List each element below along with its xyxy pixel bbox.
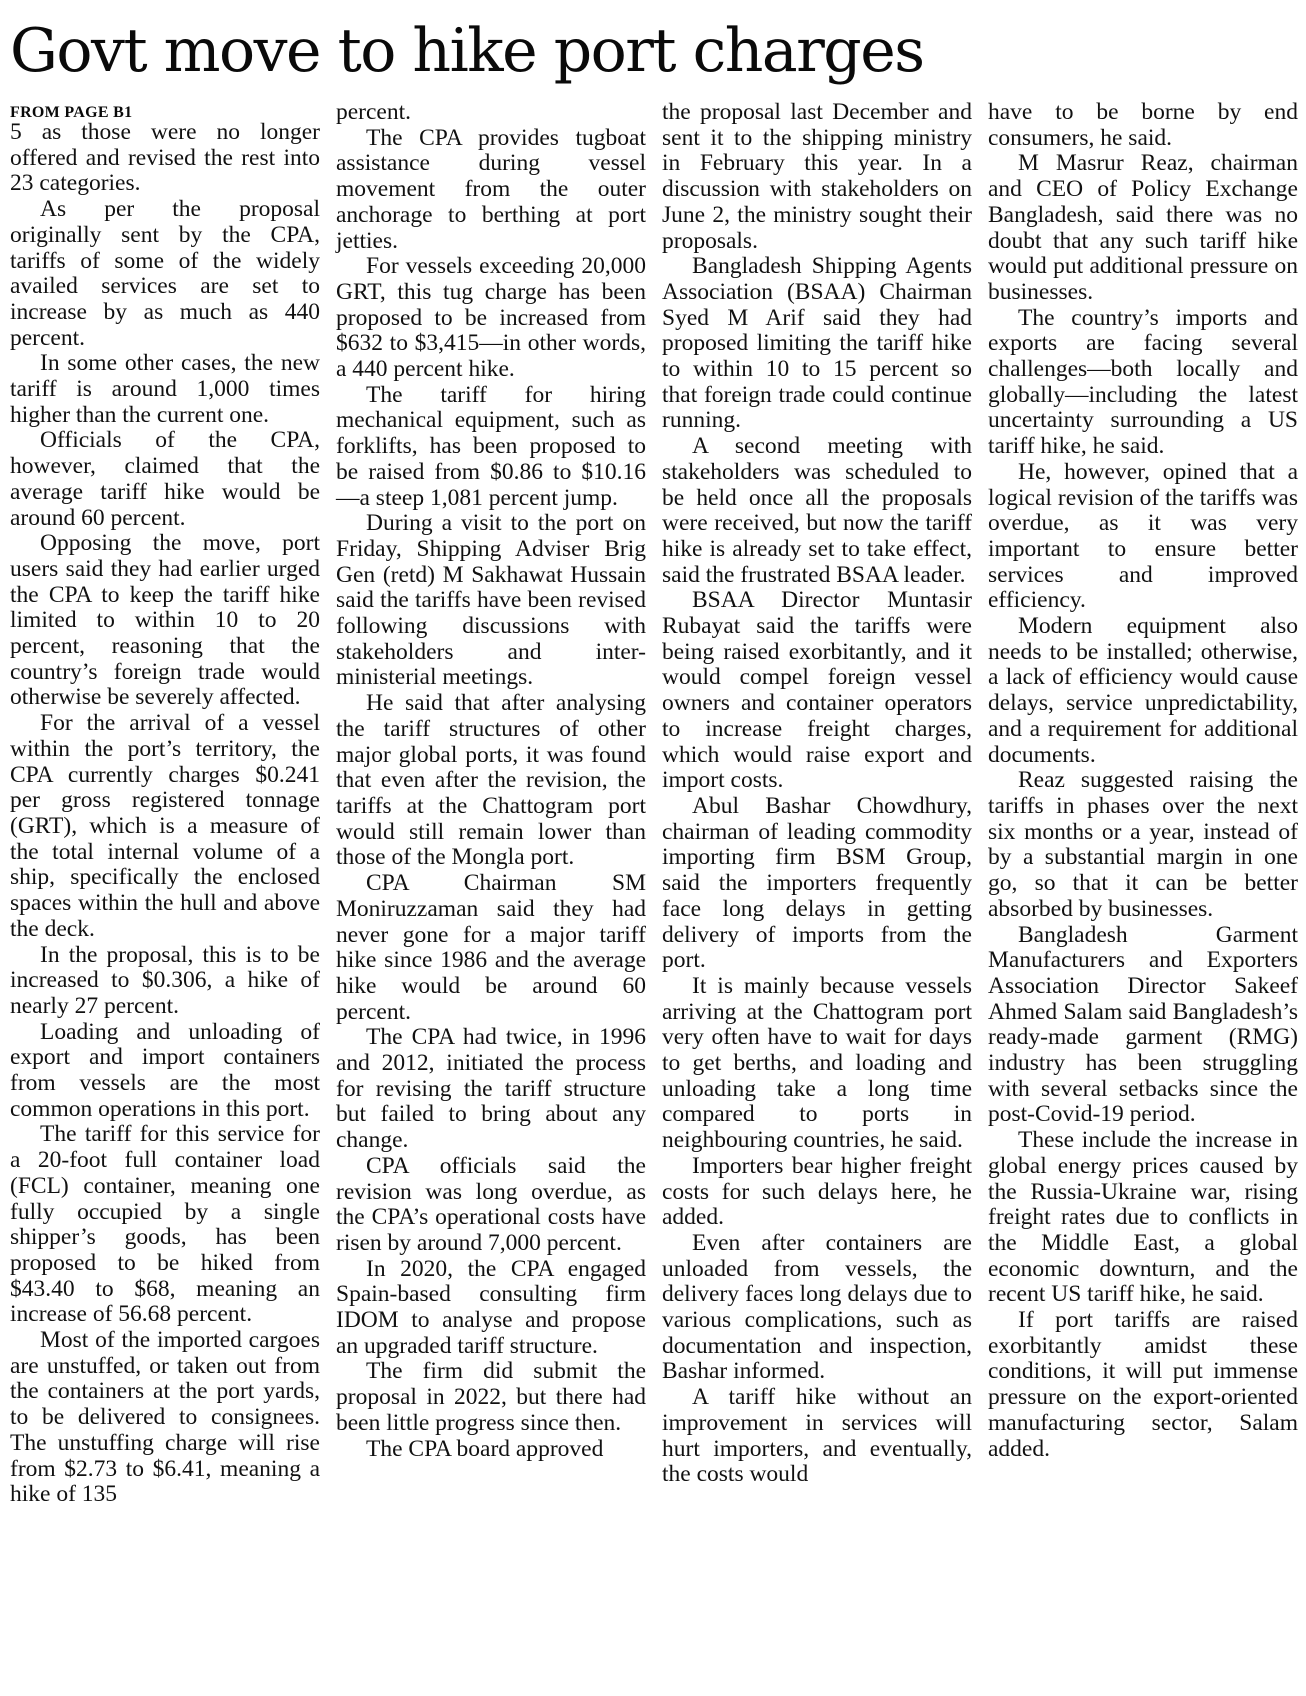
article-column-3 (662, 100, 972, 1488)
paragraph: Abul Bashar Chowdhury, chairman of leading commodity importing firm BSM Group, said the importers frequently face long delays in getting delivery of imports from the port. (662, 792, 972, 974)
paragraph: A tariff hike without an improvement in services will hurt importers, and eventually, the costs would (662, 1384, 972, 1488)
paragraph: These include the increase in global energy prices caused by the Russia-Ukraine war, rising freight rates due to conflicts in the Middle East, a global economic downturn, and the recent US tariff hike, he said. (988, 1127, 1298, 1308)
paragraph: Officials of the CPA, however, claimed that the average tariff hike would be around 60 percent. (10, 427, 320, 531)
paragraph: Opposing the move, port users said they had earlier urged the CPA to keep the tariff hike limited to within 10 to 20 percent, reasoning that the country’s foreign trade would otherwise be severely affected. (10, 530, 320, 711)
headline: Govt move to hike port charges (10, 16, 924, 86)
paragraph: Bangladesh Shipping Agents Association (BSAA) Chairman Syed M Arif said they had proposed limiting the tariff hike to within 10 to 15 percent so that foreign trade could continue running. (662, 253, 972, 434)
paragraph: He, however, opined that a logical revision of the tariffs was overdue, as it was very important to ensure better services and improved efficiency. (988, 458, 1298, 614)
paragraph: Reaz suggested raising the tariffs in phases over the next six months or a year, instead of by a substantial margin in one go, so that it can be better absorbed by businesses. (988, 767, 1298, 922)
paragraph: The CPA board approved (366, 1435, 604, 1462)
paragraph: The CPA had twice, in 1996 and 2012, initiated the process for revising the tariff structure but failed to bring about any change. (336, 1024, 646, 1154)
paragraph: BSAA Director Muntasir Rubayat said the tariffs were being raised exorbitantly, and it would compel foreign vessel owners and container operators to increase freight charges, which would raise export and import costs. (662, 587, 972, 794)
paragraph: He said that after analysing the tariff structures of other major global ports, it was found that even after the revision, the tariffs at the Chattogram port would still remain lower than those of the Mongla port. (336, 690, 646, 871)
paragraph: If port tariffs are raised exorbitantly amidst these conditions, it will put immense pressure on the export-oriented manufacturing sector, Salam added. (988, 1307, 1298, 1462)
paragraph: As per the proposal originally sent by the CPA, tariffs of some of the widely availed services are set to increase by as much as 440 percent. (10, 196, 320, 351)
paragraph: For vessels exceeding 20,000 GRT, this tug charge has been proposed to be increased from $632 to $3,415—in other words, a 440 percent hike. (336, 253, 646, 383)
paragraph: The firm did submit the proposal in 2022, but there had been little progress since then. (336, 1358, 646, 1436)
paragraph: Most of the imported cargoes are unstuffed, or taken out from the containers at the port yards, to be delivered to consignees. The unstuffing charge will rise from $2.73 to $6.41, meaning a hike of 135 (10, 1327, 320, 1508)
paragraph: Modern equipment also needs to be installed; otherwise, a lack of efficiency would cause delays, service unpredictability, and a requirement for additional documents. (988, 613, 1298, 768)
paragraph: percent. (336, 99, 412, 125)
article-column-2 (336, 100, 646, 1462)
paragraph: In some other cases, the new tariff is around 1,000 times higher than the current one. (10, 350, 320, 428)
paragraph: A second meeting with stakeholders was scheduled to be held once all the proposals were received, but now the tariff hike is already set to take effect, said the frustrated BSAA leader. (662, 433, 972, 588)
article-column-1 (10, 102, 320, 1508)
paragraph: M Masrur Reaz, chairman and CEO of Policy Exchange Bangladesh, said there was no doubt that any such tariff hike would put additional pressure on businesses. (988, 150, 1298, 305)
paragraph: Bangladesh Garment Manufacturers and Exporters Association Director Sakeef Ahmed Salam said Bangladesh’s ready-made garment (RMG) industry has been struggling with several setbacks since the post-Covid-19 period. (988, 921, 1298, 1128)
paragraph: During a visit to the port on Friday, Shipping Adviser Brig Gen (retd) M Sakhawat Hussain said the tariffs have been revised following discussions with stakeholders and inter-ministerial meetings. (336, 510, 646, 691)
paragraph: CPA Chairman SM Moniruzzaman said they had never gone for a major tariff hike since 1986 and the average hike would be around 60 percent. (336, 870, 646, 1025)
paragraph: For the arrival of a vessel within the port’s territory, the CPA currently charges $0.241 per gross registered tonnage (GRT), which is a measure of the total internal volume of a ship, specifically the enclosed spaces within the hull and above the deck. (10, 710, 320, 942)
paragraph: CPA officials said the revision was long overdue, as the CPA’s operational costs have risen by around 7,000 percent. (336, 1152, 646, 1256)
paragraph: Loading and unloading of export and import containers from vessels are the most common operations in this port. (10, 1018, 320, 1122)
paragraph: Importers bear higher freight costs for such delays here, he added. (662, 1152, 972, 1231)
paragraph: It is mainly because vessels arriving at the Chattogram port very often have to wait for days to get berths, and loading and unloading take a long time compared to ports in neighbouring countries, he said. (662, 972, 972, 1154)
paragraph: 5 as those were no longer offered and revised the rest into 23 categories. (10, 119, 320, 197)
paragraph: the proposal last December and sent it to the shipping ministry in February this year. In a discussion with stakeholders on June 2, the ministry sought their proposals. (662, 99, 972, 254)
paragraph: In 2020, the CPA engaged Spain-based consulting firm IDOM to analyse and propose an upgraded tariff structure. (336, 1255, 646, 1359)
paragraph: The CPA provides tugboat assistance during vessel movement from the outer anchorage to berthing at port jetties. (336, 124, 646, 254)
paragraph: have to be borne by end consumers, he said. (988, 99, 1298, 151)
paragraph: The tariff for this service for a 20-foot full container load (FCL) container, meaning one fully occupied by a single shipper’s goods, has been proposed to be hiked from $43.40 to $68, meaning an increase of 56.68 percent. (10, 1121, 320, 1328)
paragraph: The tariff for hiring mechanical equipment, such as forklifts, has been proposed to be raised from $0.86 to $10.16—a steep 1,081 percent jump. (336, 381, 646, 511)
paragraph: In the proposal, this is to be increased to $0.306, a hike of nearly 27 percent. (10, 941, 320, 1019)
paragraph: The country’s imports and exports are facing several challenges—both locally and globally—including the latest uncertainty surrounding a US tariff hike, he said. (988, 304, 1298, 460)
kicker: FROM PAGE B1 (10, 104, 133, 121)
article-column-4 (988, 100, 1298, 1462)
paragraph: Even after containers are unloaded from vessels, the delivery faces long delays due to various complications, such as documentation and inspection, Bashar informed. (662, 1229, 972, 1385)
